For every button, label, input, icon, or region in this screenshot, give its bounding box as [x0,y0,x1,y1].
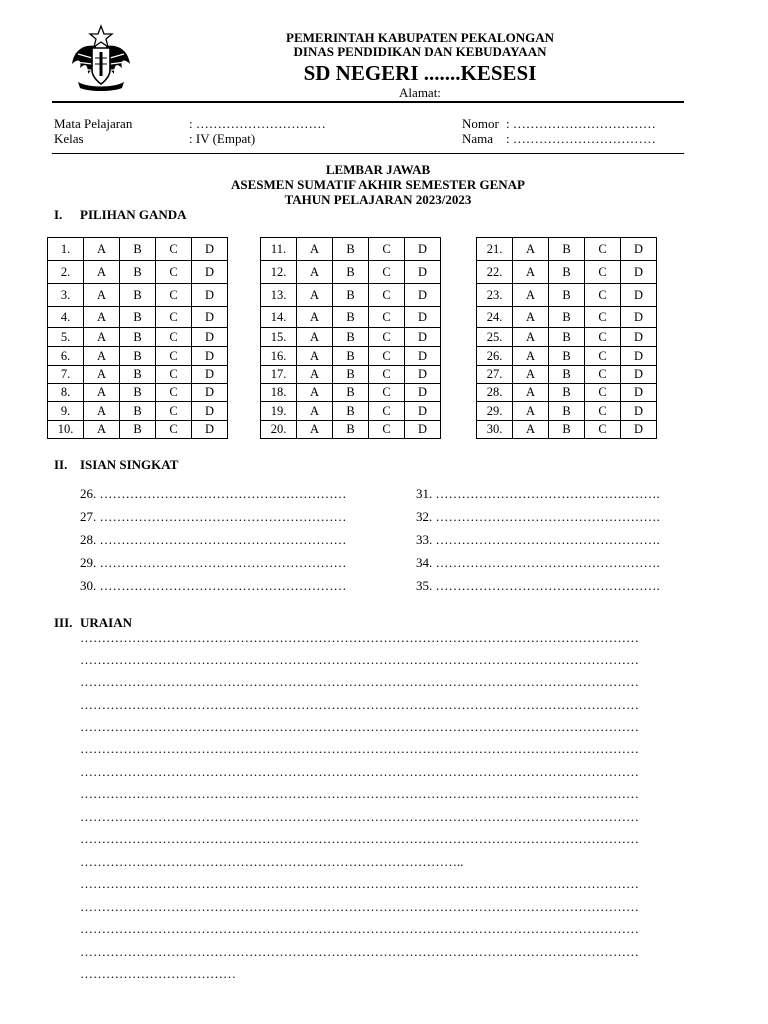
answer-option-c[interactable]: C [369,284,405,307]
answer-row [261,307,441,328]
question-number: 28. [477,384,513,402]
answer-option-d[interactable]: D [192,347,228,366]
answer-option-c[interactable]: C [369,384,405,402]
answer-option-b[interactable]: B [549,366,585,384]
answer-option-d[interactable]: D [621,347,657,366]
answer-row [48,384,228,402]
question-number: 14. [261,307,297,328]
mc-table-1 [47,237,228,439]
question-number: 11. [261,238,297,261]
answer-option-a[interactable]: A [513,307,549,328]
question-number: 7. [48,366,84,384]
question-number: 21. [477,238,513,261]
answer-option-a[interactable]: A [84,307,120,328]
answer-row [477,261,657,284]
subject-label: Mata Pelajaran [54,116,133,131]
answer-option-d[interactable]: D [621,238,657,261]
answer-option-d[interactable]: D [405,284,441,307]
header-divider [52,101,684,103]
answer-option-d[interactable]: D [405,402,441,421]
answer-option-b[interactable]: B [549,284,585,307]
answer-option-c[interactable]: C [585,261,621,284]
answer-option-a[interactable]: A [297,307,333,328]
answer-row [48,366,228,384]
answer-row [477,328,657,347]
answer-row [48,328,228,347]
answer-option-d[interactable]: D [405,238,441,261]
answer-option-b[interactable]: B [120,307,156,328]
answer-option-d[interactable]: D [192,402,228,421]
answer-option-d[interactable]: D [192,307,228,328]
answer-option-c[interactable]: C [156,328,192,347]
answer-option-b[interactable]: B [333,328,369,347]
question-number: 23. [477,284,513,307]
answer-option-b[interactable]: B [333,238,369,261]
department-heading: DINAS PENDIDIKAN DAN KEBUDAYAAN [293,44,547,59]
answer-option-c[interactable]: C [585,366,621,384]
answer-option-c[interactable]: C [369,328,405,347]
section-1-title: PILIHAN GANDA [80,207,187,222]
question-number: 9. [48,402,84,421]
answer-option-c[interactable]: C [369,307,405,328]
essay-line: ………………………………………………………………………………………………………………… [80,786,639,801]
answer-option-d[interactable]: D [621,384,657,402]
answer-option-a[interactable]: A [84,421,120,439]
question-number: 20. [261,421,297,439]
answer-row [477,347,657,366]
short-answer-29: 29. ………………………………………………… [80,555,347,570]
mc-table-3 [476,237,657,439]
answer-option-b[interactable]: B [549,328,585,347]
answer-option-b[interactable]: B [549,384,585,402]
essay-line: ………………………………………………………………………………………………………………… [80,831,639,846]
essay-line: ………………………………………………………………………………………………………………… [80,674,639,689]
name-field: : …………………………… [506,131,656,146]
answer-option-d[interactable]: D [621,284,657,307]
short-answer-34: 34. ……………………………………………. [416,555,660,570]
answer-row [477,284,657,307]
answer-option-c[interactable]: C [156,307,192,328]
question-number: 30. [477,421,513,439]
short-answer-28: 28. ………………………………………………… [80,532,347,547]
answer-row [48,402,228,421]
answer-option-a[interactable]: A [297,284,333,307]
short-answer-30: 30. ………………………………………………… [80,578,347,593]
question-number: 12. [261,261,297,284]
answer-option-d[interactable]: D [621,307,657,328]
answer-option-b[interactable]: B [120,238,156,261]
answer-option-b[interactable]: B [333,384,369,402]
essay-line: ………………………………………………………………………………………………………………… [80,630,639,645]
answer-row [48,238,228,261]
answer-option-b[interactable]: B [333,261,369,284]
answer-row [261,328,441,347]
answer-option-d[interactable]: D [405,328,441,347]
answer-option-b[interactable]: B [333,307,369,328]
answer-option-c[interactable]: C [585,347,621,366]
answer-option-b[interactable]: B [333,366,369,384]
answer-option-c[interactable]: C [156,366,192,384]
question-number: 2. [48,261,84,284]
answer-option-b[interactable]: B [549,238,585,261]
answer-option-c[interactable]: C [585,238,621,261]
question-number: 13. [261,284,297,307]
answer-option-b[interactable]: B [120,261,156,284]
answer-option-a[interactable]: A [513,366,549,384]
question-number: 27. [477,366,513,384]
answer-option-d[interactable]: D [192,366,228,384]
answer-option-a[interactable]: A [84,402,120,421]
answer-option-a[interactable]: A [297,366,333,384]
answer-option-d[interactable]: D [192,238,228,261]
section-3-title: URAIAN [80,615,132,630]
subject-field: : ………………………… [189,116,326,131]
answer-option-a[interactable]: A [297,421,333,439]
answer-option-a[interactable]: A [84,284,120,307]
short-answer-35: 35. ……………………………………………. [416,578,660,593]
answer-option-a[interactable]: A [297,238,333,261]
essay-line: ………………………………………………………………………………………………………………… [80,944,639,959]
regency-emblem-logo [68,24,134,94]
government-heading: PEMERINTAH KABUPATEN PEKALONGAN [286,30,554,45]
section-2-numeral: II. [54,457,68,472]
answer-option-d[interactable]: D [192,261,228,284]
answer-option-b[interactable]: B [120,421,156,439]
essay-line: …………………………………………………………………………….. [80,854,464,869]
essay-line: ………………………………………………………………………………………………………………… [80,652,639,667]
answer-option-c[interactable]: C [156,421,192,439]
assessment-title: ASESMEN SUMATIF AKHIR SEMESTER GENAP [231,177,525,192]
question-number: 8. [48,384,84,402]
answer-row [477,366,657,384]
answer-option-c[interactable]: C [585,307,621,328]
answer-option-d[interactable]: D [405,421,441,439]
essay-line: ……………………………… [80,966,236,981]
question-number: 15. [261,328,297,347]
answer-row [48,347,228,366]
answer-option-b[interactable]: B [333,347,369,366]
answer-option-c[interactable]: C [156,261,192,284]
answer-row [48,421,228,439]
answer-row [261,261,441,284]
answer-row [477,402,657,421]
answer-row [261,402,441,421]
name-label: Nama [462,131,494,146]
answer-row [261,366,441,384]
answer-option-b[interactable]: B [549,347,585,366]
answer-row [477,238,657,261]
answer-option-d[interactable]: D [621,421,657,439]
answer-option-c[interactable]: C [156,238,192,261]
info-divider [52,153,684,154]
answer-row [261,384,441,402]
section-3-numeral: III. [54,615,73,630]
answer-option-b[interactable]: B [549,402,585,421]
answer-option-a[interactable]: A [513,384,549,402]
answer-option-b[interactable]: B [120,402,156,421]
answer-option-b[interactable]: B [549,307,585,328]
answer-option-b[interactable]: B [120,347,156,366]
academic-year: TAHUN PELAJARAN 2023/2023 [284,192,472,207]
answer-option-c[interactable]: C [369,347,405,366]
mc-table-2 [260,237,441,439]
answer-option-a[interactable]: A [513,261,549,284]
question-number: 5. [48,328,84,347]
answer-row [261,421,441,439]
short-answer-26: 26. ………………………………………………… [80,486,347,501]
answer-option-d[interactable]: D [621,402,657,421]
answer-row [261,284,441,307]
answer-row [477,307,657,328]
essay-line: ………………………………………………………………………………………………………………… [80,719,639,734]
answer-option-c[interactable]: C [585,402,621,421]
answer-option-a[interactable]: A [513,347,549,366]
answer-option-c[interactable]: C [585,328,621,347]
answer-option-a[interactable]: A [84,384,120,402]
answer-option-a[interactable]: A [513,328,549,347]
answer-option-d[interactable]: D [405,347,441,366]
essay-line: ………………………………………………………………………………………………………………… [80,876,639,891]
answer-option-a[interactable]: A [84,261,120,284]
answer-option-b[interactable]: B [120,328,156,347]
answer-option-d[interactable]: D [405,384,441,402]
question-number: 6. [48,347,84,366]
answer-option-d[interactable]: D [621,261,657,284]
short-answer-27: 27. ………………………………………………… [80,509,347,524]
answer-option-a[interactable]: A [297,328,333,347]
answer-option-c[interactable]: C [156,402,192,421]
answer-option-d[interactable]: D [405,261,441,284]
answer-option-c[interactable]: C [369,402,405,421]
answer-option-b[interactable]: B [120,384,156,402]
answer-option-c[interactable]: C [156,347,192,366]
essay-line: ………………………………………………………………………………………………………………… [80,741,639,756]
question-number: 22. [477,261,513,284]
answer-option-b[interactable]: B [120,366,156,384]
answer-option-d[interactable]: D [192,421,228,439]
answer-option-d[interactable]: D [405,366,441,384]
answer-option-b[interactable]: B [549,261,585,284]
answer-row [48,284,228,307]
answer-option-b[interactable]: B [333,284,369,307]
essay-line: ………………………………………………………………………………………………………………… [80,921,639,936]
answer-option-a[interactable]: A [297,347,333,366]
answer-option-a[interactable]: A [84,328,120,347]
answer-option-a[interactable]: A [513,238,549,261]
school-address: Alamat: [399,85,441,100]
answer-option-a[interactable]: A [513,284,549,307]
answer-option-a[interactable]: A [513,402,549,421]
question-number: 4. [48,307,84,328]
question-number: 24. [477,307,513,328]
question-number: 25. [477,328,513,347]
answer-option-c[interactable]: C [585,284,621,307]
sheet-title: LEMBAR JAWAB [325,162,431,177]
section-2-title: ISIAN SINGKAT [80,457,179,472]
answer-option-d[interactable]: D [192,284,228,307]
question-number: 16. [261,347,297,366]
short-answer-32: 32. ……………………………………………. [416,509,660,524]
answer-option-a[interactable]: A [84,347,120,366]
essay-line: ………………………………………………………………………………………………………………… [80,764,639,779]
answer-row [261,347,441,366]
section-1-numeral: I. [54,207,63,222]
question-number: 29. [477,402,513,421]
answer-option-a[interactable]: A [297,384,333,402]
answer-row [477,421,657,439]
class-field: : IV (Empat) [189,131,256,146]
short-answer-33: 33. ……………………………………………. [416,532,660,547]
answer-option-d[interactable]: D [621,328,657,347]
answer-option-b[interactable]: B [333,421,369,439]
answer-option-b[interactable]: B [549,421,585,439]
answer-option-c[interactable]: C [156,284,192,307]
question-number: 3. [48,284,84,307]
answer-option-c[interactable]: C [369,366,405,384]
answer-option-d[interactable]: D [192,384,228,402]
number-field: : …………………………… [506,116,656,131]
answer-option-a[interactable]: A [84,238,120,261]
question-number: 10. [48,421,84,439]
answer-row [477,384,657,402]
answer-option-a[interactable]: A [513,421,549,439]
answer-option-d[interactable]: D [192,328,228,347]
answer-option-b[interactable]: B [120,284,156,307]
answer-row [48,307,228,328]
answer-option-a[interactable]: A [84,366,120,384]
answer-option-c[interactable]: C [369,238,405,261]
answer-option-d[interactable]: D [621,366,657,384]
answer-option-c[interactable]: C [585,384,621,402]
answer-option-c[interactable]: C [369,421,405,439]
essay-line: ………………………………………………………………………………………………………………… [80,697,639,712]
answer-option-d[interactable]: D [405,307,441,328]
class-label: Kelas [54,131,84,146]
answer-option-c[interactable]: C [156,384,192,402]
answer-option-a[interactable]: A [297,261,333,284]
number-label: Nomor [462,116,499,131]
answer-row [261,238,441,261]
answer-option-a[interactable]: A [297,402,333,421]
school-name: SD NEGERI .......KESESI [303,61,537,85]
essay-line: ………………………………………………………………………………………………………………… [80,809,639,824]
question-number: 19. [261,402,297,421]
question-number: 17. [261,366,297,384]
answer-option-b[interactable]: B [333,402,369,421]
question-number: 1. [48,238,84,261]
question-number: 26. [477,347,513,366]
answer-row [48,261,228,284]
question-number: 18. [261,384,297,402]
answer-option-c[interactable]: C [369,261,405,284]
answer-option-c[interactable]: C [585,421,621,439]
essay-line: ………………………………………………………………………………………………………………… [80,899,639,914]
short-answer-31: 31. ……………………………………………. [416,486,660,501]
